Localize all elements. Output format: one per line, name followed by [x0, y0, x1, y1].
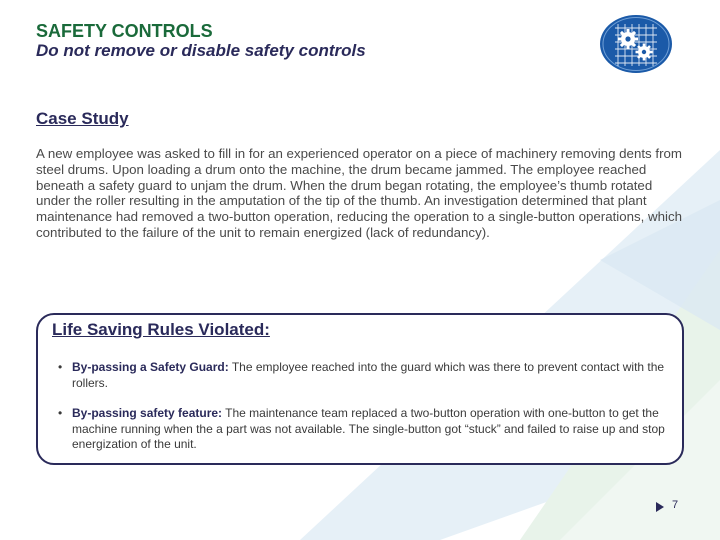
rules-violated-title: Life Saving Rules Violated:: [52, 320, 270, 339]
bullet: •: [58, 406, 63, 420]
rule-item-safety-guard: [58, 360, 668, 391]
rule-item-safety-feature: [58, 406, 668, 453]
rule-text: The maintenance team replaced a two-button operation with one-button to get the machine running when the a part was not available. The single-button got “stuck” and failed to raise up and stop energization of the unit.: [72, 406, 665, 451]
page-subtitle: Do not remove or disable safety controls: [36, 41, 366, 60]
rule-text: The employee reached into the guard which was there to prevent contact with the rollers.: [72, 360, 665, 390]
bullet: •: [58, 360, 63, 374]
rule-label: By-passing a Safety Guard:: [72, 360, 229, 374]
gears-icon: [599, 14, 673, 74]
triangle-right-icon[interactable]: [656, 502, 664, 512]
case-study-heading: Case Study: [36, 109, 129, 128]
page-title: SAFETY CONTROLS: [36, 21, 213, 41]
rules-violated-box: [36, 313, 684, 465]
case-study-text: A new employee was asked to fill in for an experienced operator on a piece of machinery removing dents from steel drums. Upon loading a drum onto the machine, the drum became jammed. The employee reached beneath a safety guard to unjam the drum. When the drum began rotating, the employee’s thumb rotated under the roller resulting in the amputation of the tip of the thumb. An investigation determined that plant maintenance had removed a two-button operation, reducing the operation to a single-button operations, which contributed to the failure of the unit to remain energized (lack of redundancy).: [36, 146, 683, 240]
page-number: 7: [672, 499, 679, 511]
rule-label: By-passing safety feature:: [72, 406, 223, 420]
